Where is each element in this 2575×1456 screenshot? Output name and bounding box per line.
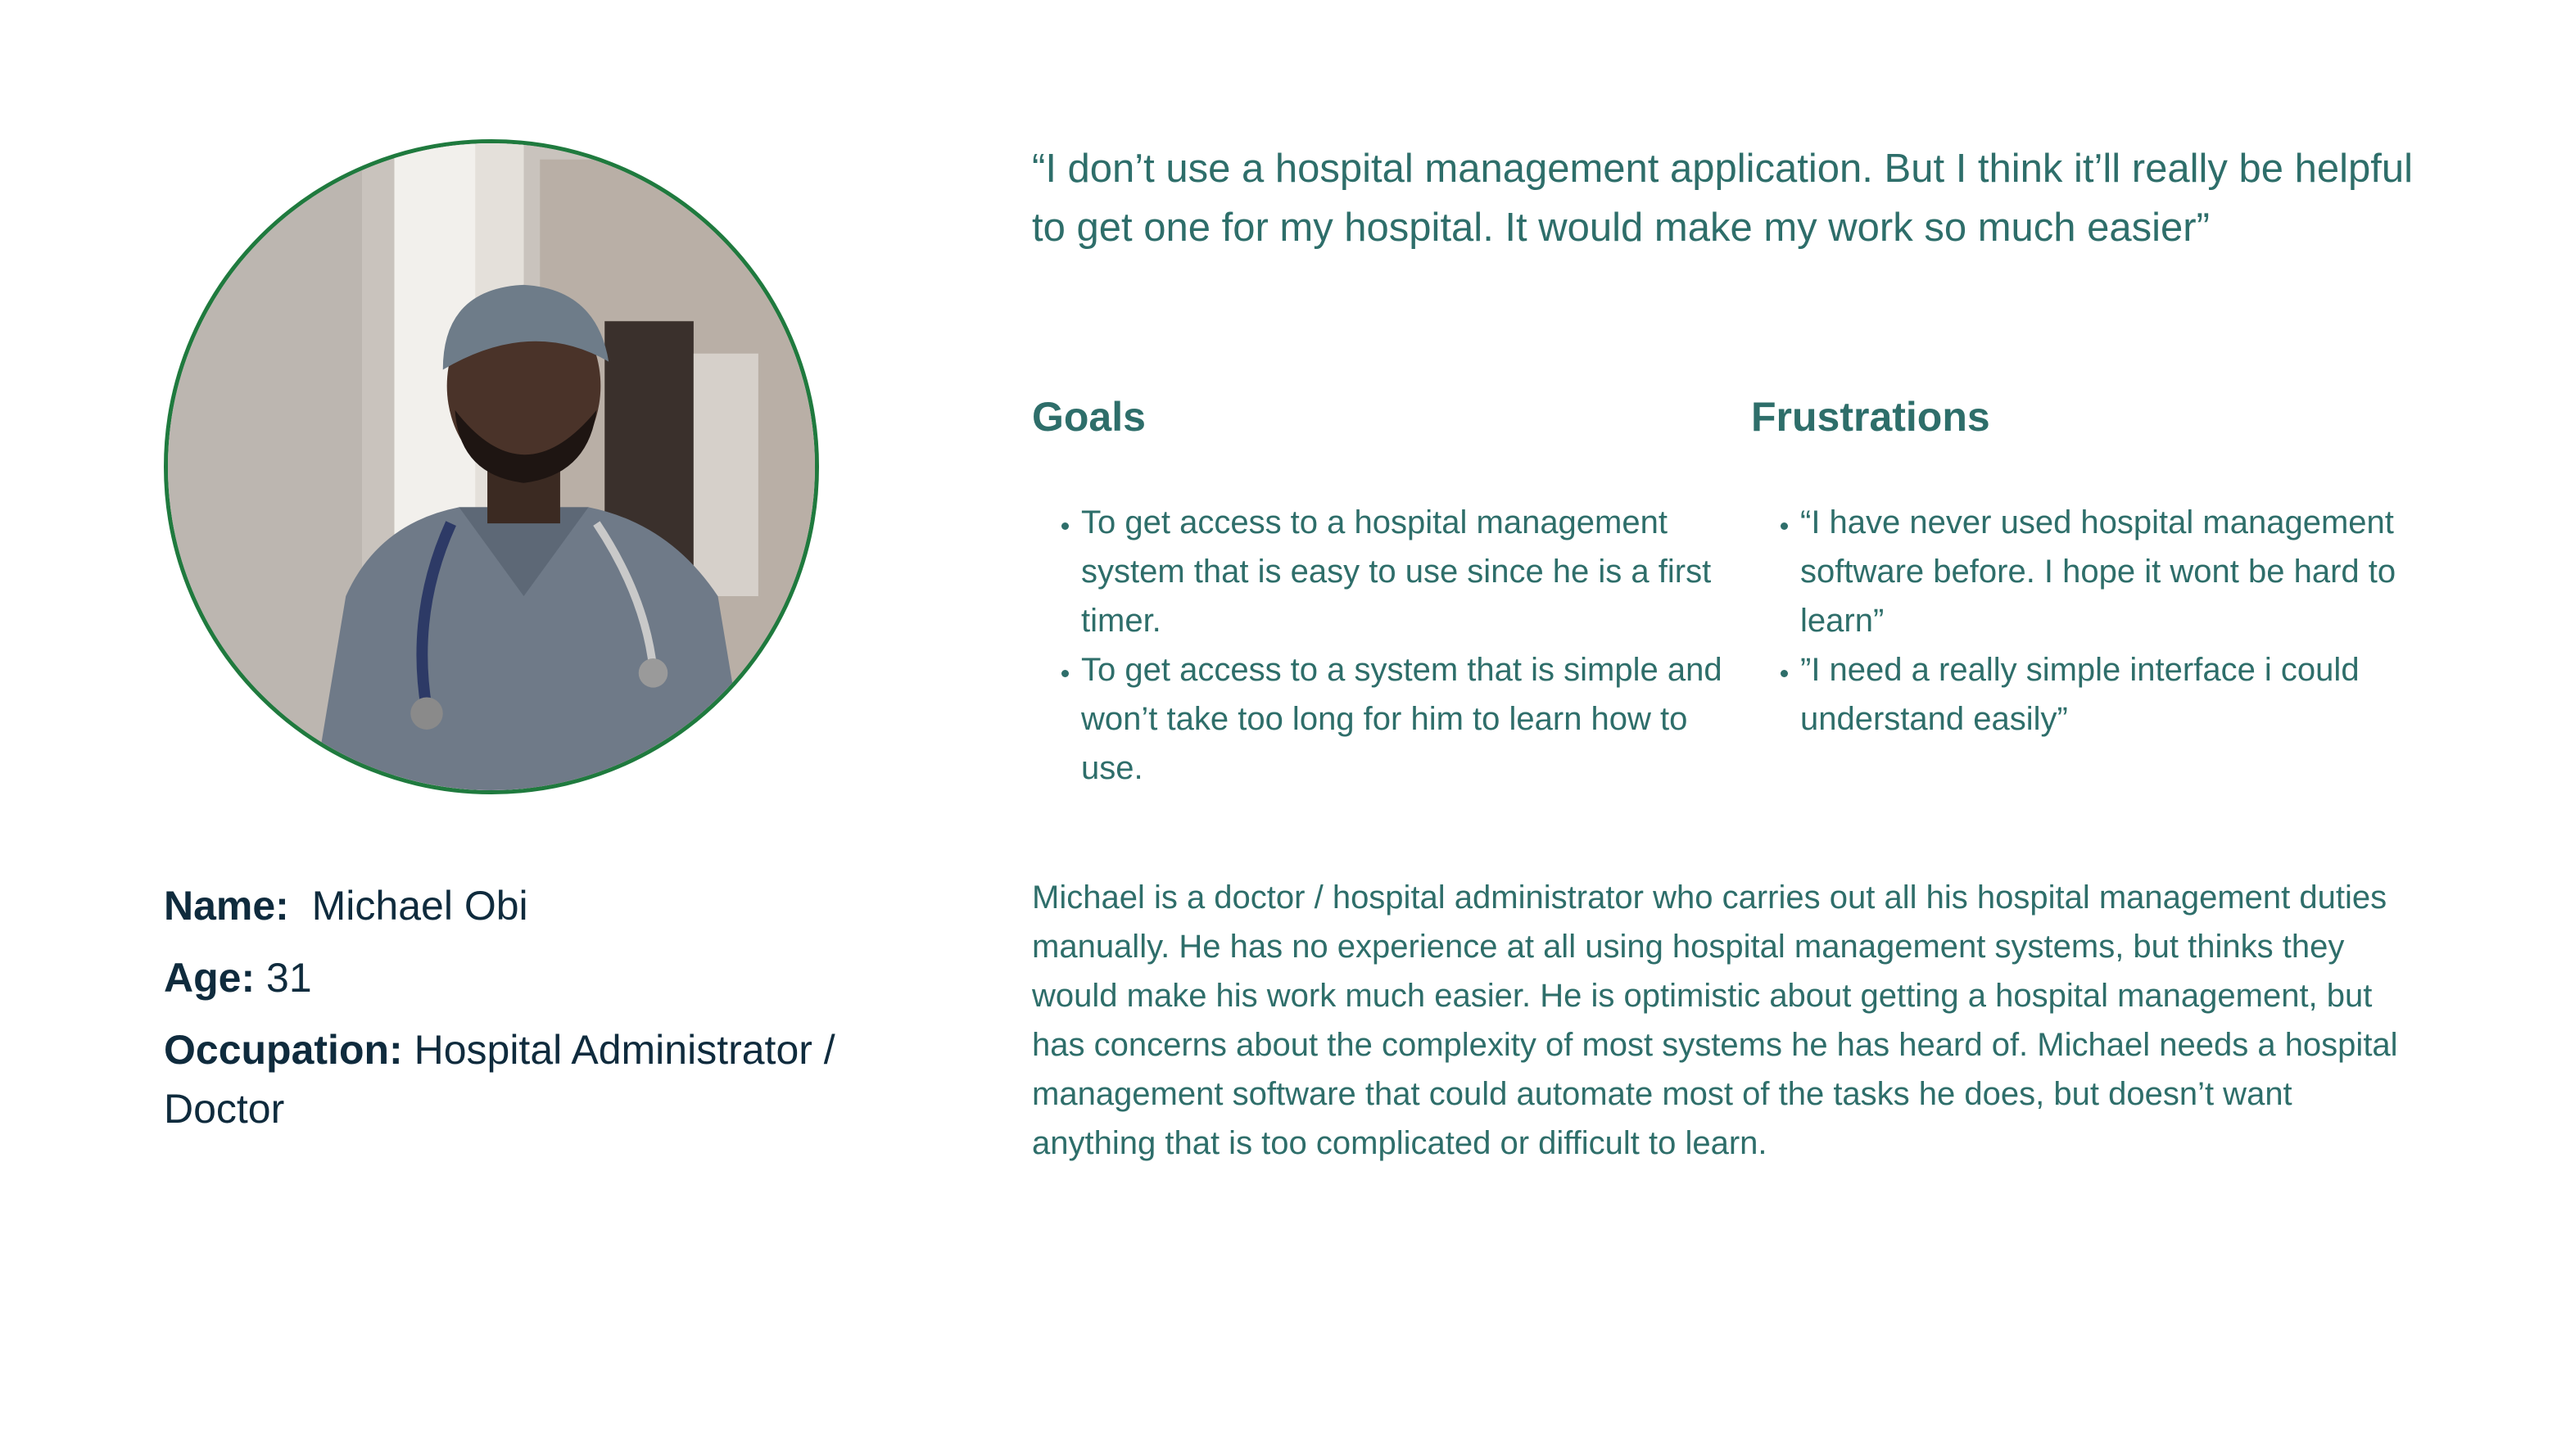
- age-value: 31: [266, 955, 312, 1001]
- goals-list: [1032, 498, 1753, 793]
- list-item: • To get access to a hospital management system that is easy to use since he is a first timer.: [1081, 498, 1753, 645]
- occupation-row: [164, 1020, 885, 1138]
- age-row: [164, 948, 885, 1007]
- persona-avatar: [164, 139, 819, 794]
- list-item: • To get access to a system that is simple and won’t take too long for him to learn how to use.: [1081, 645, 1753, 793]
- persona-details: [164, 876, 885, 1151]
- persona-bio: Michael is a doctor / hospital administrator who carries out all his hospital management duties manually. He has no experience at all using hospital management systems, but thinks they would make his work much easier. He is optimistic about getting a hospital management, but has concerns about the complexity of most systems he has heard of. Michael needs a hospital management software that could automate most of the tasks he does, but doesn’t want anything that is too complicated or difficult to learn.: [1032, 879, 2398, 1161]
- list-item: • ”I need a really simple interface i could understand easily”: [1800, 645, 2472, 744]
- name-value: Michael Obi: [311, 883, 528, 929]
- goals-title: Goals: [1032, 394, 1146, 440]
- persona-quote: “I don’t use a hospital management application. But I think it’ll really be helpful to get one for my hospital. It would make my work so much easier”: [1032, 147, 2414, 250]
- frustrations-title: Frustrations: [1751, 394, 1990, 440]
- occupation-label: Occupation:: [164, 1027, 403, 1073]
- age-label: Age:: [164, 955, 256, 1001]
- list-item: • “I have never used hospital management software before. I hope it wont be hard to learn”: [1800, 498, 2472, 645]
- name-row: [164, 876, 885, 935]
- occupation-value: Hospital Administrator / Doctor: [164, 1027, 835, 1132]
- doctor-portrait-icon: [168, 143, 815, 790]
- name-label: Name:: [164, 883, 289, 929]
- frustrations-list: [1751, 498, 2472, 744]
